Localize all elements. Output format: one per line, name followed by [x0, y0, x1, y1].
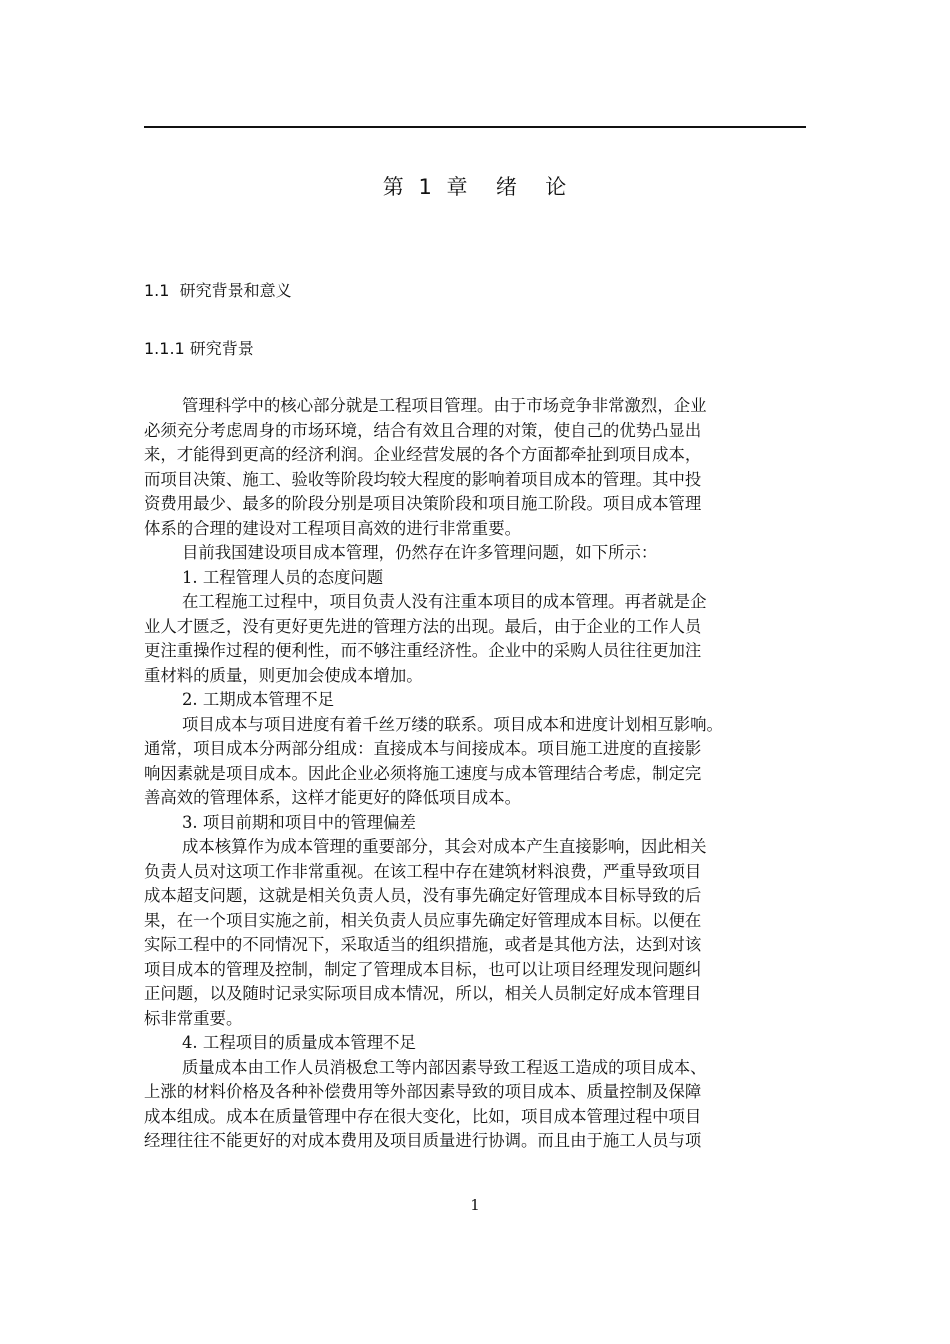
text-line: 响因素就是项目成本。因此企业必须将施工速度与成本管理结合考虑，制定完	[144, 763, 702, 783]
text-line: 而项目决策、施工、验收等阶段均较大程度的影响着项目成本的管理。其中投	[144, 469, 702, 489]
text-line: 负责人员对这项工作非常重视。在该工程中存在建筑材料浪费，严重导致项目	[144, 861, 702, 881]
text-line: 更注重操作过程的便利性，而不够注重经济性。企业中的采购人员往往更加注	[144, 641, 702, 660]
header-rule	[144, 126, 806, 128]
body-text	[144, 394, 806, 1154]
subsection-heading: 1.1.1 研究背景	[144, 339, 254, 358]
list-heading: 2. 工期成本管理不足	[182, 690, 334, 709]
text-line: 业人才匮乏，没有更好更先进的管理方法的出现。最后，由于企业的工作人员	[144, 616, 702, 636]
text-line: 善高效的管理体系，这样才能更好的降低项目成本。	[144, 788, 521, 807]
text-line: 果，在一个项目实施之前，相关负责人员应事先确定好管理成本目标。以便在	[144, 910, 702, 930]
text-line: 资费用最少、最多的阶段分别是项目决策阶段和项目施工阶段。项目成本管理	[144, 494, 702, 513]
text-line: 质量成本由工作人员消极怠工等内部因素导致工程返工造成的项目成本、	[182, 1057, 707, 1077]
text-line: 项目成本与项目进度有着千丝万缕的联系。项目成本和进度计划相互影响。	[182, 714, 723, 734]
text-line: 上涨的材料价格及各种补偿费用等外部因素导致的项目成本、质量控制及保障	[144, 1082, 702, 1101]
text-line: 在工程施工过程中，项目负责人没有注重本项目的成本管理。再者就是企	[182, 592, 707, 611]
text-line: 成本核算作为成本管理的重要部分，其会对成本产生直接影响，因此相关	[182, 837, 707, 856]
section-heading: 1.1 研究背景和意义	[144, 281, 292, 300]
text-line: 经理往往不能更好的对成本费用及项目质量进行协调。而且由于施工人员与项	[144, 1131, 702, 1150]
list-heading: 3. 项目前期和项目中的管理偏差	[182, 812, 416, 832]
text-line: 正问题，以及随时记录实际项目成本情况，所以，相关人员制定好成本管理目	[144, 984, 702, 1003]
text-line: 必须充分考虑周身的市场环境，结合有效且合理的对策，使自己的优势凸显出	[144, 420, 702, 440]
chapter-title: 第 1 章 绪 论	[382, 175, 568, 199]
list-heading: 4. 工程项目的质量成本管理不足	[182, 1033, 416, 1052]
page-number: 1	[470, 1196, 480, 1214]
text-line: 管理科学中的核心部分就是工程项目管理。由于市场竞争非常激烈，企业	[182, 396, 707, 415]
text-line: 体系的合理的建设对工程项目高效的进行非常重要。	[144, 518, 521, 538]
text-line: 通常，项目成本分两部分组成：直接成本与间接成本。项目施工进度的直接影	[144, 739, 702, 758]
text-line: 标非常重要。	[144, 1008, 243, 1028]
text-line: 成本超支问题，这就是相关负责人员，没有事先确定好管理成本目标导致的后	[144, 886, 702, 905]
text-line: 目前我国建设项目成本管理，仍然存在许多管理问题，如下所示：	[182, 543, 658, 562]
text-line: 项目成本的管理及控制，制定了管理成本目标，也可以让项目经理发现问题纠	[144, 959, 702, 979]
text-line: 成本组成。成本在质量管理中存在很大变化，比如，项目成本管理过程中项目	[144, 1106, 702, 1126]
text-line: 来，才能得到更高的经济利润。企业经营发展的各个方面都牵扯到项目成本，	[144, 445, 702, 464]
text-line: 重材料的质量，则更加会使成本增加。	[144, 665, 423, 685]
list-heading: 1. 工程管理人员的态度问题	[182, 567, 384, 587]
text-line: 实际工程中的不同情况下，采取适当的组织措施，或者是其他方法，达到对该	[144, 935, 702, 954]
